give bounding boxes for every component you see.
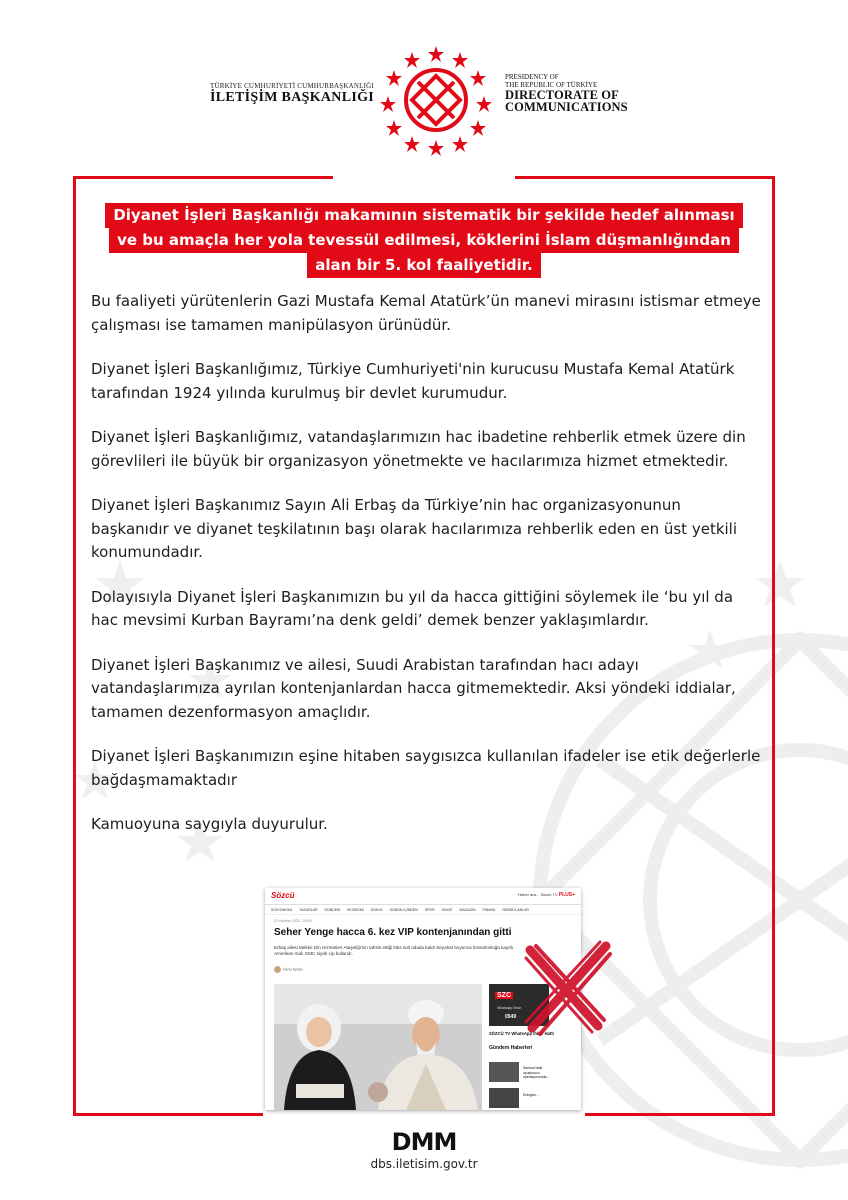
news-side-item-1-line-2: uyuşturucu <box>523 1070 540 1075</box>
news-logo: Sözcü <box>271 891 295 900</box>
news-side-ad-logo: SZC <box>497 992 511 999</box>
news-nav <box>265 905 581 915</box>
news-nav-item: FİNANS <box>482 908 496 912</box>
paragraph-3: Diyanet İşleri Başkanlığımız, vatandaşlarımızın hac ibadetine rehberlik etmek üzere din görevlileri ile büyük bir organizasyon yönetmekte ve hacılarımıza hizmet etmektedir. <box>91 428 746 470</box>
news-topbar-links: Haber ara... Sözcü TV <box>518 892 558 897</box>
paragraph-1: Bu faaliyeti yürütenlerin Gazi Mustafa Kemal Atatürk’ün manevi mirasını istismar etmeye çalışması ise tamamen manipülasyon ürünüdür. <box>91 292 761 334</box>
news-side-thumb <box>489 1088 519 1108</box>
news-side-title: SÖZCÜ TV WhatsApp İhbar Hattı <box>489 1031 554 1036</box>
headline-line-1: Diyanet İşleri Başkanlığı makamının sistematik bir şekilde hedef alınması <box>105 203 742 228</box>
news-nav-item: DÜNYA <box>370 908 383 912</box>
header-left-title <box>210 82 375 106</box>
news-date: 21 Haziran 2023 - 09:50 <box>274 919 312 923</box>
news-side-ad-whatsapp: Whatsapp İhbar <box>497 1006 521 1010</box>
frame-bottom-right <box>585 1113 775 1116</box>
red-cross-icon <box>516 938 616 1038</box>
news-photo <box>274 984 482 1110</box>
frame-left <box>73 176 76 1116</box>
frame-top-right <box>515 176 775 179</box>
news-nav-item: GÜNDEM <box>324 908 341 912</box>
news-nav-item: MAGAZİN <box>459 908 476 912</box>
news-author <box>274 966 303 973</box>
presidency-emblem-icon <box>378 40 494 156</box>
statement-body <box>91 290 761 858</box>
news-nav-item: SPOR <box>424 908 435 912</box>
paragraph-2: Diyanet İşleri Başkanlığımız, Türkiye Cumhuriyeti'nin kurucusu Mustafa Kemal Atatürk tarafından 1924 yılında kurulmuş bir devlet kurumudur. <box>91 360 735 402</box>
news-side-item-1 <box>523 1066 549 1080</box>
header-left-small: TÜRKİYE CUMHURİYETİ CUMHURBAŞKANLIĞI <box>210 82 374 90</box>
frame-right <box>772 176 775 1116</box>
news-nav-item: HAYAT <box>441 908 453 912</box>
paragraph-6: Diyanet İşleri Başkanımız ve ailesi, Suudi Arabistan tarafından hacı adayı vatandaşlarımıza ayrılan kontenjanlardan hacca gitmemektedir. Aksi yöndeki iddialar, tamamen dezenformasyon amaçlıdır. <box>91 655 736 721</box>
paragraph-8: Kamuoyuna saygıyla duyurulur. <box>91 815 328 833</box>
header-right-small-2: THE REPUBLIC OF TÜRKİYE <box>505 81 598 89</box>
footer-url[interactable]: dbs.iletisim.gov.tr <box>370 1157 478 1171</box>
paragraph-5: Dolayısıyla Diyanet İşleri Başkanımızın bu yıl da hacca gittiğini söylemek ile ‘bu yıl da hac mevsimi Kurban Bayramı’na denk geldi’ demek benzer yaklaşımlardır. <box>91 587 734 629</box>
frame-bottom-left <box>73 1113 263 1116</box>
news-plus: PLUS+ <box>558 892 575 898</box>
header-right-title <box>505 73 665 113</box>
header-right-big-1: DIRECTORATE OF <box>505 88 619 102</box>
frame-top-left <box>73 176 333 179</box>
news-nav-item: EKONOMİ <box>347 908 364 912</box>
paragraph-4: Diyanet İşleri Başkanımız Sayın Ali Erbaş da Türkiye’nin hac organizasyonunun başkanıdır ve diyanet teşkilatının başı olarak hacılarımıza rehberlik eden en üst yetkili konumundadır. <box>91 496 738 561</box>
headline-line-2: ve bu amaçla her yola tevessül edilmesi, köklerini İslam düşmanlığından <box>109 228 739 253</box>
news-topbar-right <box>518 892 575 898</box>
news-side-ad-number: 0549 <box>505 1014 517 1020</box>
news-side-section: Gündem Haberleri <box>489 1045 533 1051</box>
headline-line-3: alan bir 5. kol faaliyetidir. <box>307 253 541 278</box>
author-avatar <box>274 966 281 973</box>
news-side-item-2: Erdoğan... <box>523 1093 539 1097</box>
news-nav-item: SON DAKİKA <box>271 908 293 912</box>
news-nav-item: YAZARLAR <box>299 908 318 912</box>
news-title: Seher Yenge hacca 6. kez VIP kontenjanından gitti <box>274 927 512 938</box>
header-right-big-2: COMMUNICATIONS <box>505 100 628 114</box>
news-side-item-1-line-3: operasyonunda... <box>523 1075 550 1079</box>
header-right-small-1: PRESIDENCY OF <box>505 73 559 81</box>
headline <box>80 203 768 278</box>
news-summary: Erbaş ailesi Mekke Din Hizmetleri Ataşeliği'nin tahsis ettiği lüks suit odada kaldı Seyahat boyunca konsolosluğa kayıtlı Amerikan malı GMC siyah cip kullandı. <box>274 945 514 956</box>
header-left-big: İLETİŞİM BAŞKANLIĞI <box>210 90 375 105</box>
news-topbar <box>265 888 581 905</box>
news-side-thumb <box>489 1062 519 1082</box>
news-photo-figures <box>274 984 482 1110</box>
paragraph-7: Diyanet İşleri Başkanımızın eşine hitaben saygısızca kullanılan ifadeler ise etik değerlerle bağdaşmamaktadır <box>91 747 761 789</box>
news-nav-item: RESMİ İLANLAR <box>502 908 529 912</box>
dmm-logo: DMM <box>391 1128 457 1156</box>
news-side-item-1-line-1: Samsun'daki <box>523 1066 543 1070</box>
author-name: Deniz Ayhan <box>283 967 303 972</box>
news-nav-item: GÜNÜN İÇİNDEN <box>389 908 418 912</box>
